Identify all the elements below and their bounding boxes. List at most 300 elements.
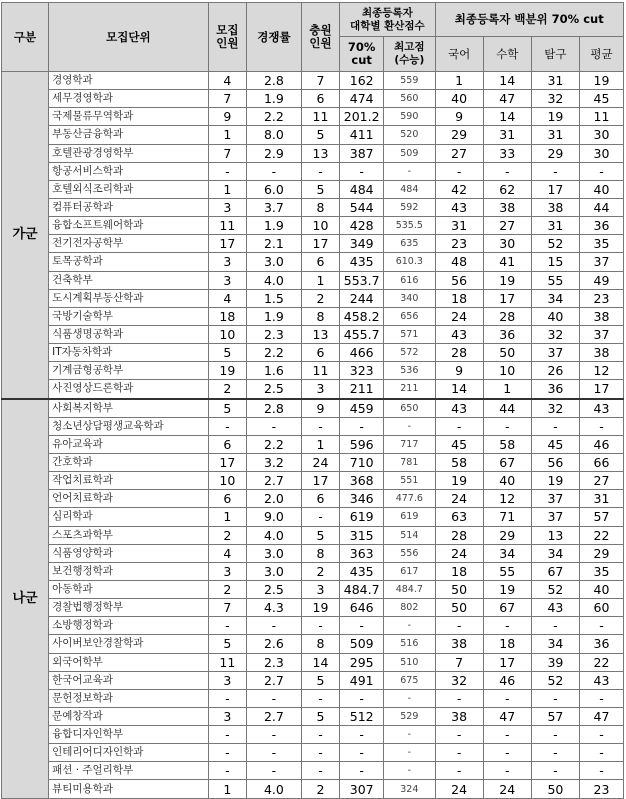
cell-pct-korean: 42: [435, 180, 483, 198]
cell-quota: 10: [208, 325, 247, 343]
cell-score-70cut: 710: [340, 453, 384, 471]
table-row: [2, 198, 624, 216]
cell-score-70cut: 323: [340, 362, 384, 380]
cell-pct-average: 30: [579, 144, 623, 162]
cell-score-best: 560: [384, 90, 435, 108]
cell-competition: 2.7: [247, 671, 302, 689]
cell-quota: 9: [208, 108, 247, 126]
cell-pct-math: -: [483, 726, 531, 744]
cell-pct-average: 40: [579, 180, 623, 198]
group-label: 나군: [2, 399, 49, 799]
cell-score-best: 484: [384, 180, 435, 198]
cell-pct-inquiry: 34: [531, 544, 579, 562]
cell-score-70cut: -: [340, 689, 384, 707]
cell-pct-inquiry: 37: [531, 508, 579, 526]
cell-additional: -: [301, 726, 340, 744]
cell-pct-average: 60: [579, 599, 623, 617]
cell-quota: 5: [208, 635, 247, 653]
table-row: [2, 599, 624, 617]
cell-pct-korean: 38: [435, 635, 483, 653]
cell-unit-name: 스포츠과학부: [49, 526, 209, 544]
cell-score-best: 535.5: [384, 217, 435, 235]
cell-pct-inquiry: 31: [531, 126, 579, 144]
table-row: [2, 162, 624, 180]
cell-unit-name: IT자동차학과: [49, 344, 209, 362]
cell-unit-name: 항공서비스학과: [49, 162, 209, 180]
cell-score-70cut: 349: [340, 235, 384, 253]
cell-pct-inquiry: -: [531, 744, 579, 762]
cell-pct-inquiry: 45: [531, 435, 579, 453]
cell-pct-average: 38: [579, 344, 623, 362]
cell-score-70cut: 509: [340, 635, 384, 653]
cell-pct-inquiry: 36: [531, 380, 579, 399]
cell-score-70cut: 363: [340, 544, 384, 562]
cell-score-70cut: 435: [340, 562, 384, 580]
table-row: [2, 472, 624, 490]
cell-pct-math: 10: [483, 362, 531, 380]
header-division: 구분: [2, 3, 49, 72]
cell-quota: 3: [208, 198, 247, 216]
cell-score-best: 619: [384, 508, 435, 526]
cell-competition: 2.7: [247, 707, 302, 725]
cell-pct-korean: 50: [435, 599, 483, 617]
cell-pct-korean: 18: [435, 562, 483, 580]
cell-additional: 2: [301, 562, 340, 580]
cell-score-70cut: 162: [340, 72, 384, 90]
cell-additional: -: [301, 617, 340, 635]
cell-quota: 1: [208, 508, 247, 526]
cell-pct-average: 23: [579, 289, 623, 307]
cell-unit-name: 국제물류무역학과: [49, 108, 209, 126]
cell-competition: 2.8: [247, 399, 302, 418]
cell-additional: 8: [301, 307, 340, 325]
cell-pct-korean: -: [435, 726, 483, 744]
cell-competition: 2.5: [247, 580, 302, 598]
cell-quota: 3: [208, 707, 247, 725]
cell-unit-name: 기계금형공학부: [49, 362, 209, 380]
table-body: [2, 72, 624, 799]
cell-competition: 1.6: [247, 362, 302, 380]
cell-pct-inquiry: 31: [531, 217, 579, 235]
cell-pct-average: 35: [579, 235, 623, 253]
cell-pct-inquiry: 40: [531, 307, 579, 325]
cell-score-best: 675: [384, 671, 435, 689]
cell-unit-name: 문헌정보학과: [49, 689, 209, 707]
cell-additional: 14: [301, 653, 340, 671]
cell-unit-name: 인테리어디자인학과: [49, 744, 209, 762]
cell-pct-inquiry: 52: [531, 671, 579, 689]
cell-competition: -: [247, 726, 302, 744]
cell-score-best: 516: [384, 635, 435, 653]
table-row: [2, 544, 624, 562]
cell-pct-inquiry: 34: [531, 289, 579, 307]
cell-pct-average: -: [579, 762, 623, 780]
cell-pct-korean: 27: [435, 144, 483, 162]
table-row: [2, 762, 624, 780]
cell-score-best: -: [384, 162, 435, 180]
cell-score-70cut: 346: [340, 490, 384, 508]
cell-score-70cut: 435: [340, 253, 384, 271]
cell-pct-inquiry: 34: [531, 635, 579, 653]
cell-additional: 8: [301, 198, 340, 216]
cell-pct-korean: 23: [435, 235, 483, 253]
table-row: [2, 399, 624, 418]
cell-score-best: 510: [384, 653, 435, 671]
cell-pct-korean: -: [435, 162, 483, 180]
header-average: 평균: [579, 37, 623, 72]
cell-score-best: 635: [384, 235, 435, 253]
cell-competition: 8.0: [247, 126, 302, 144]
cell-pct-inquiry: 32: [531, 325, 579, 343]
cell-pct-math: 62: [483, 180, 531, 198]
cell-competition: -: [247, 689, 302, 707]
header-score-best: 최고점 (수능): [384, 37, 435, 72]
cell-pct-korean: 7: [435, 653, 483, 671]
cell-unit-name: 외국어학부: [49, 653, 209, 671]
cell-quota: 5: [208, 399, 247, 418]
cell-score-70cut: 411: [340, 126, 384, 144]
cell-competition: 4.0: [247, 526, 302, 544]
cell-unit-name: 보건행정학과: [49, 562, 209, 580]
cell-pct-korean: 48: [435, 253, 483, 271]
cell-score-best: -: [384, 744, 435, 762]
cell-pct-math: -: [483, 162, 531, 180]
cell-unit-name: 심리학과: [49, 508, 209, 526]
cell-pct-inquiry: 13: [531, 526, 579, 544]
table-row: [2, 617, 624, 635]
cell-competition: 4.0: [247, 780, 302, 798]
cell-score-best: 717: [384, 435, 435, 453]
table-row: [2, 217, 624, 235]
cell-unit-name: 세무경영학과: [49, 90, 209, 108]
cell-pct-math: -: [483, 617, 531, 635]
cell-pct-math: 67: [483, 453, 531, 471]
cell-additional: -: [301, 417, 340, 435]
cell-pct-korean: 32: [435, 671, 483, 689]
cell-unit-name: 간호학과: [49, 453, 209, 471]
cell-pct-inquiry: 37: [531, 490, 579, 508]
cell-competition: 2.3: [247, 653, 302, 671]
table-row: [2, 72, 624, 90]
cell-additional: 5: [301, 180, 340, 198]
table-row: [2, 307, 624, 325]
cell-pct-math: 40: [483, 472, 531, 490]
cell-additional: 9: [301, 399, 340, 418]
cell-score-70cut: 244: [340, 289, 384, 307]
table-row: [2, 108, 624, 126]
cell-competition: 3.0: [247, 544, 302, 562]
cell-pct-inquiry: 32: [531, 399, 579, 418]
cell-pct-math: -: [483, 744, 531, 762]
cell-pct-math: 31: [483, 126, 531, 144]
cell-unit-name: 토목공학과: [49, 253, 209, 271]
cell-quota: 3: [208, 271, 247, 289]
table-row: [2, 362, 624, 380]
cell-pct-average: 22: [579, 526, 623, 544]
cell-additional: 1: [301, 271, 340, 289]
cell-pct-average: -: [579, 689, 623, 707]
cell-score-best: 571: [384, 325, 435, 343]
cell-unit-name: 소방행정학과: [49, 617, 209, 635]
cell-score-best: 514: [384, 526, 435, 544]
cell-score-best: 340: [384, 289, 435, 307]
cell-score-70cut: 211: [340, 380, 384, 399]
cell-pct-math: 46: [483, 671, 531, 689]
cell-score-best: 520: [384, 126, 435, 144]
table-row: [2, 744, 624, 762]
cell-pct-inquiry: 29: [531, 144, 579, 162]
cell-pct-average: 17: [579, 380, 623, 399]
cell-quota: 11: [208, 217, 247, 235]
cell-competition: 2.8: [247, 72, 302, 90]
table-row: [2, 289, 624, 307]
cell-additional: 3: [301, 380, 340, 399]
cell-quota: 7: [208, 599, 247, 617]
cell-score-best: 477.6: [384, 490, 435, 508]
cell-pct-math: 29: [483, 526, 531, 544]
cell-quota: 2: [208, 380, 247, 399]
cell-quota: 4: [208, 289, 247, 307]
cell-pct-math: 19: [483, 580, 531, 598]
cell-pct-inquiry: 37: [531, 344, 579, 362]
cell-score-best: 616: [384, 271, 435, 289]
cell-pct-average: 22: [579, 653, 623, 671]
cell-pct-inquiry: 32: [531, 90, 579, 108]
cell-quota: -: [208, 689, 247, 707]
cell-pct-korean: 40: [435, 90, 483, 108]
cell-quota: 6: [208, 490, 247, 508]
cell-unit-name: 호텔관광경영학부: [49, 144, 209, 162]
cell-score-70cut: 512: [340, 707, 384, 725]
cell-pct-inquiry: -: [531, 162, 579, 180]
cell-pct-math: 38: [483, 198, 531, 216]
cell-pct-inquiry: 55: [531, 271, 579, 289]
cell-score-70cut: 201.2: [340, 108, 384, 126]
cell-unit-name: 사진영상드론학과: [49, 380, 209, 399]
cell-pct-average: 11: [579, 108, 623, 126]
cell-competition: 1.5: [247, 289, 302, 307]
cell-score-best: 324: [384, 780, 435, 798]
cell-unit-name: 사이버보안경찰학과: [49, 635, 209, 653]
cell-pct-average: -: [579, 744, 623, 762]
cell-additional: 7: [301, 72, 340, 90]
cell-pct-inquiry: 56: [531, 453, 579, 471]
table-row: [2, 325, 624, 343]
cell-score-best: -: [384, 417, 435, 435]
cell-quota: 1: [208, 780, 247, 798]
cell-score-70cut: 544: [340, 198, 384, 216]
table-row: [2, 180, 624, 198]
cell-unit-name: 식품생명공학과: [49, 325, 209, 343]
cell-pct-korean: 18: [435, 289, 483, 307]
cell-pct-inquiry: -: [531, 617, 579, 635]
cell-pct-korean: 50: [435, 580, 483, 598]
cell-pct-math: 28: [483, 307, 531, 325]
cell-pct-math: 17: [483, 653, 531, 671]
cell-pct-math: 19: [483, 271, 531, 289]
cell-competition: 2.5: [247, 380, 302, 399]
cell-pct-math: 14: [483, 72, 531, 90]
cell-competition: -: [247, 762, 302, 780]
cell-unit-name: 아동학과: [49, 580, 209, 598]
cell-additional: 5: [301, 126, 340, 144]
cell-pct-math: 14: [483, 108, 531, 126]
cell-pct-inquiry: 67: [531, 562, 579, 580]
cell-competition: 1.9: [247, 307, 302, 325]
cell-score-best: -: [384, 726, 435, 744]
cell-additional: 5: [301, 707, 340, 725]
cell-unit-name: 호텔외식조리학과: [49, 180, 209, 198]
cell-pct-math: 50: [483, 344, 531, 362]
cell-quota: 7: [208, 144, 247, 162]
cell-competition: -: [247, 417, 302, 435]
cell-unit-name: 도시계획부동산학과: [49, 289, 209, 307]
cell-additional: 11: [301, 362, 340, 380]
cell-pct-math: 17: [483, 289, 531, 307]
cell-competition: 2.1: [247, 235, 302, 253]
cell-additional: 3: [301, 580, 340, 598]
table-row: [2, 671, 624, 689]
cell-pct-math: 27: [483, 217, 531, 235]
table-row: [2, 271, 624, 289]
cell-score-best: 802: [384, 599, 435, 617]
cell-pct-math: 47: [483, 707, 531, 725]
header-unit: 모집단위: [49, 3, 209, 72]
cell-pct-math: 71: [483, 508, 531, 526]
cell-additional: 10: [301, 217, 340, 235]
cell-pct-korean: -: [435, 617, 483, 635]
cell-pct-korean: 24: [435, 490, 483, 508]
cell-unit-name: 식품영양학과: [49, 544, 209, 562]
cell-additional: 8: [301, 544, 340, 562]
cell-pct-average: 46: [579, 435, 623, 453]
cell-pct-average: 38: [579, 307, 623, 325]
cell-unit-name: 국방기술학부: [49, 307, 209, 325]
cell-pct-inquiry: 39: [531, 653, 579, 671]
cell-pct-average: -: [579, 617, 623, 635]
cell-pct-inquiry: 19: [531, 472, 579, 490]
cell-unit-name: 유아교육과: [49, 435, 209, 453]
header-math: 수학: [483, 37, 531, 72]
cell-competition: 2.0: [247, 490, 302, 508]
cell-quota: 18: [208, 307, 247, 325]
cell-score-best: -: [384, 762, 435, 780]
cell-competition: -: [247, 162, 302, 180]
cell-pct-average: 66: [579, 453, 623, 471]
cell-pct-average: 31: [579, 490, 623, 508]
table-row: [2, 144, 624, 162]
cell-competition: -: [247, 744, 302, 762]
cell-unit-name: 작업치료학과: [49, 472, 209, 490]
cell-score-best: 211: [384, 380, 435, 399]
cell-pct-average: 36: [579, 217, 623, 235]
table-row: [2, 126, 624, 144]
cell-pct-math: -: [483, 689, 531, 707]
cell-pct-inquiry: 26: [531, 362, 579, 380]
table-row: [2, 508, 624, 526]
cell-pct-korean: 14: [435, 380, 483, 399]
cell-pct-average: 45: [579, 90, 623, 108]
cell-score-70cut: 368: [340, 472, 384, 490]
cell-pct-inquiry: 52: [531, 235, 579, 253]
table-row: [2, 707, 624, 725]
cell-pct-korean: 29: [435, 126, 483, 144]
cell-score-70cut: 484: [340, 180, 384, 198]
cell-competition: 3.2: [247, 453, 302, 471]
cell-additional: -: [301, 689, 340, 707]
cell-additional: 6: [301, 344, 340, 362]
cell-pct-average: 49: [579, 271, 623, 289]
cell-score-70cut: 428: [340, 217, 384, 235]
cell-score-best: -: [384, 617, 435, 635]
cell-pct-average: 37: [579, 325, 623, 343]
cell-competition: 1.9: [247, 217, 302, 235]
cell-competition: 3.0: [247, 562, 302, 580]
cell-pct-average: -: [579, 726, 623, 744]
cell-pct-average: -: [579, 417, 623, 435]
cell-additional: 11: [301, 108, 340, 126]
cell-quota: -: [208, 744, 247, 762]
cell-score-70cut: 295: [340, 653, 384, 671]
cell-pct-math: 58: [483, 435, 531, 453]
table-row: [2, 253, 624, 271]
cell-competition: 4.3: [247, 599, 302, 617]
cell-pct-average: 36: [579, 635, 623, 653]
cell-pct-math: 33: [483, 144, 531, 162]
cell-competition: 3.0: [247, 253, 302, 271]
cell-pct-average: 30: [579, 126, 623, 144]
table-row: [2, 653, 624, 671]
cell-additional: 2: [301, 780, 340, 798]
cell-quota: 4: [208, 544, 247, 562]
cell-pct-inquiry: -: [531, 689, 579, 707]
cell-pct-average: 43: [579, 399, 623, 418]
cell-pct-math: 12: [483, 490, 531, 508]
cell-quota: 19: [208, 362, 247, 380]
cell-quota: 17: [208, 235, 247, 253]
cell-quota: 1: [208, 180, 247, 198]
cell-score-70cut: 596: [340, 435, 384, 453]
cell-pct-korean: 58: [435, 453, 483, 471]
header-korean: 국어: [435, 37, 483, 72]
cell-score-70cut: -: [340, 417, 384, 435]
cell-pct-average: 47: [579, 707, 623, 725]
cell-pct-average: 23: [579, 780, 623, 798]
cell-pct-math: 1: [483, 380, 531, 399]
cell-competition: 2.6: [247, 635, 302, 653]
header-quota: 모집 인원: [208, 3, 247, 72]
table-row: [2, 526, 624, 544]
cell-pct-korean: -: [435, 689, 483, 707]
cell-quota: 7: [208, 90, 247, 108]
cell-score-70cut: 619: [340, 508, 384, 526]
cell-score-best: 536: [384, 362, 435, 380]
cell-quota: 1: [208, 126, 247, 144]
cell-pct-korean: 28: [435, 526, 483, 544]
cell-score-70cut: 491: [340, 671, 384, 689]
admission-results-document: [1, 2, 624, 799]
cell-pct-korean: 31: [435, 217, 483, 235]
cell-unit-name: 문예창작과: [49, 707, 209, 725]
cell-score-best: 529: [384, 707, 435, 725]
cell-pct-math: -: [483, 762, 531, 780]
cell-competition: 2.3: [247, 325, 302, 343]
cell-pct-math: 24: [483, 780, 531, 798]
cell-pct-inquiry: -: [531, 726, 579, 744]
table-row: [2, 580, 624, 598]
cell-unit-name: 패션 · 주얼리학부: [49, 762, 209, 780]
cell-pct-korean: 43: [435, 325, 483, 343]
